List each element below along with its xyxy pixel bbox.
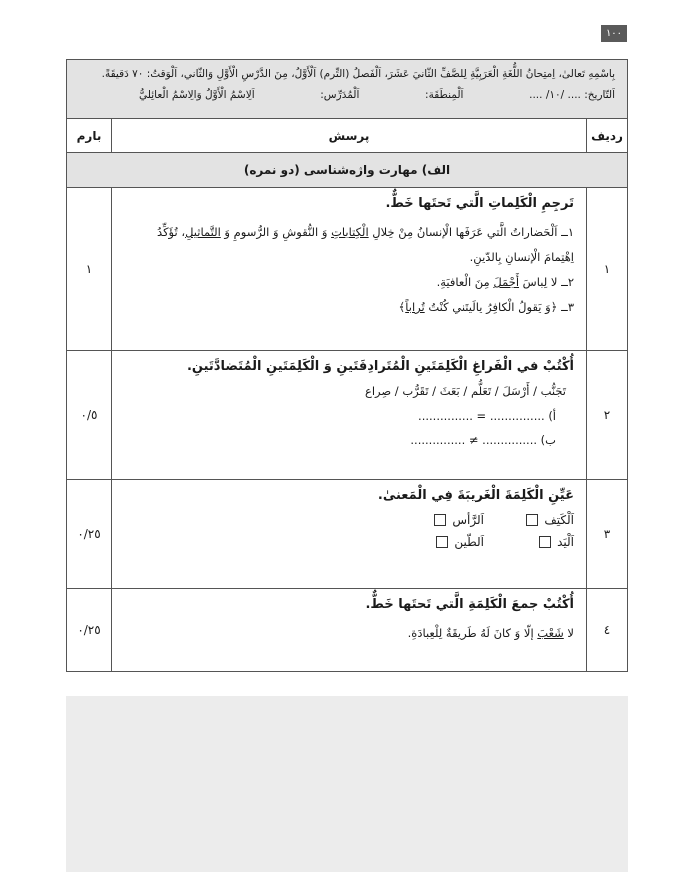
text-segment: ﴾ <box>398 300 406 314</box>
question-row-3 <box>67 480 627 589</box>
question-body <box>112 589 586 671</box>
answer-blank-synonyms[interactable]: أ) ............... = ............... <box>418 409 556 423</box>
underlined-word: تُراباً <box>405 300 425 314</box>
column-header-row <box>67 119 627 153</box>
text-segment: وَ النُّقوشِ وَ الرُّسومِ وَ <box>220 225 332 239</box>
choice-checkbox[interactable] <box>526 514 538 526</box>
question-score: ٠/٥ <box>67 351 112 479</box>
question-score: ٠/٢٥ <box>67 480 112 588</box>
underlined-word: الْكِتاباتِ <box>331 225 369 239</box>
choice-item[interactable] <box>484 513 574 527</box>
text-segment: ٣ــ ﴿وَ يَقولُ الْكافِرُ يالَيتَني كُنْتُ <box>424 300 574 314</box>
region-field: اَلْمِنطَقَة: <box>425 89 464 101</box>
question-title: عَيِّنِ الْكَلِمَةَ الْغَريبَةَ فِي الْمَعنىٰ. <box>377 488 574 503</box>
choice-item[interactable] <box>394 513 484 527</box>
question-line <box>124 221 574 243</box>
text-segment: ١ــ اَلْحَضاراتُ الَّتي عَرَفَها الْإنسانُ مِنْ خِلالِ <box>368 225 574 239</box>
question-body <box>112 480 586 588</box>
choice-checkbox[interactable] <box>436 536 448 548</box>
choice-label: اَلطّين <box>454 535 484 549</box>
choice-item[interactable] <box>394 535 484 549</box>
text-segment: مِنَ الْعافيَةِ. <box>436 275 494 289</box>
choice-checkbox[interactable] <box>539 536 551 548</box>
underlined-word: أَجْمَلَ <box>493 275 520 289</box>
column-header-row-number: ردیف <box>586 119 627 152</box>
teacher-field: اَلْمُدَرِّس: <box>320 89 360 101</box>
question-title: تَرجِمِ الْكَلِماتِ الَّتي تَحتَها خَطٌّ. <box>385 196 574 211</box>
exam-table <box>66 59 628 672</box>
question-line: اِهْتِمامَ الْإنسانِ بِالدّينِ. <box>469 250 574 264</box>
question-title: أُكْتُبْ جمعَ الْكَلِمَةِ الَّتي تَحتَها خَطٌّ. <box>365 597 574 612</box>
column-header-question: پرسش <box>328 128 370 143</box>
choice-label: اَلْكَتِف <box>544 513 574 527</box>
text-segment: إلّا وَ كانَ لَهُ طَريقَةٌ لِلْعِبادَةِ. <box>407 626 538 640</box>
question-line <box>124 296 574 318</box>
blank-answer-panel <box>66 696 628 872</box>
question-row-1 <box>67 188 627 351</box>
question-number: ٢ <box>586 351 627 479</box>
question-row-4 <box>67 589 627 671</box>
underlined-word: شَعْبَ <box>537 626 564 640</box>
text-segment: لا <box>563 626 574 640</box>
question-row-2 <box>67 351 627 480</box>
question-score: ٠/٢٥ <box>67 589 112 671</box>
word-options: تَجَنُّب / أَرْسَلَ / تَعَلُّم / بَعَثَ / تَقَرُّب / صِراع <box>364 384 566 398</box>
underlined-word: التَّماثيلِ <box>185 225 221 239</box>
choice-grid <box>124 513 574 549</box>
exam-header <box>67 60 627 119</box>
exam-meta <box>79 86 615 105</box>
question-number: ٣ <box>586 480 627 588</box>
choice-label: اَلْيَد <box>557 535 574 549</box>
question-line <box>124 622 574 644</box>
page-number: ١٠٠ <box>601 25 627 42</box>
date-field: اَلتّاريخ: .... /١٠/ .... <box>529 89 615 101</box>
question-body <box>112 351 586 479</box>
choice-checkbox[interactable] <box>434 514 446 526</box>
choice-label: اَلرَّأس <box>452 513 484 527</box>
choice-item[interactable] <box>484 535 574 549</box>
text-segment: ٢ــ لا لِباسَ <box>519 275 574 289</box>
question-score: ١ <box>67 188 112 350</box>
question-body <box>112 188 586 350</box>
text-segment: ، تُؤَكِّدُ <box>157 225 186 239</box>
column-header-score: بارم <box>67 119 112 152</box>
question-number: ١ <box>586 188 627 350</box>
section-title: الف) مهارت واژه‌شناسی (دو نمره) <box>67 153 627 188</box>
question-title: أُكْتُبْ في الْفَراغِ الْكَلِمَتَينِ الْمُتَرادِفَتَينِ وَ الْكَلِمَتَينِ الْمُتَضادَّتَينِ. <box>186 359 574 374</box>
exam-title: بِاسْمِهِ تَعالیٰ، اِمتِحانُ اللُّغَةِ الْعَرَبِيَّةِ لِلصَّفِّ الثّانيَ عَشَرَ، اَلْفَصلُ (التِّرم) اَلْأَوَّلُ، مِنَ الدَّرْسِ الْأَوَّلِ وَالثّاني، اَلْوَقتُ: ٧٠ دَقيقَةً. <box>101 68 615 80</box>
answer-blank-antonyms[interactable]: ب) ............... ≠ ............... <box>410 433 556 447</box>
question-number: ٤ <box>586 589 627 671</box>
name-field: اَلِاسْمُ الْأَوَّلُ وَالِاسْمُ الْعائِليُّ <box>139 89 255 101</box>
question-line <box>124 271 574 293</box>
